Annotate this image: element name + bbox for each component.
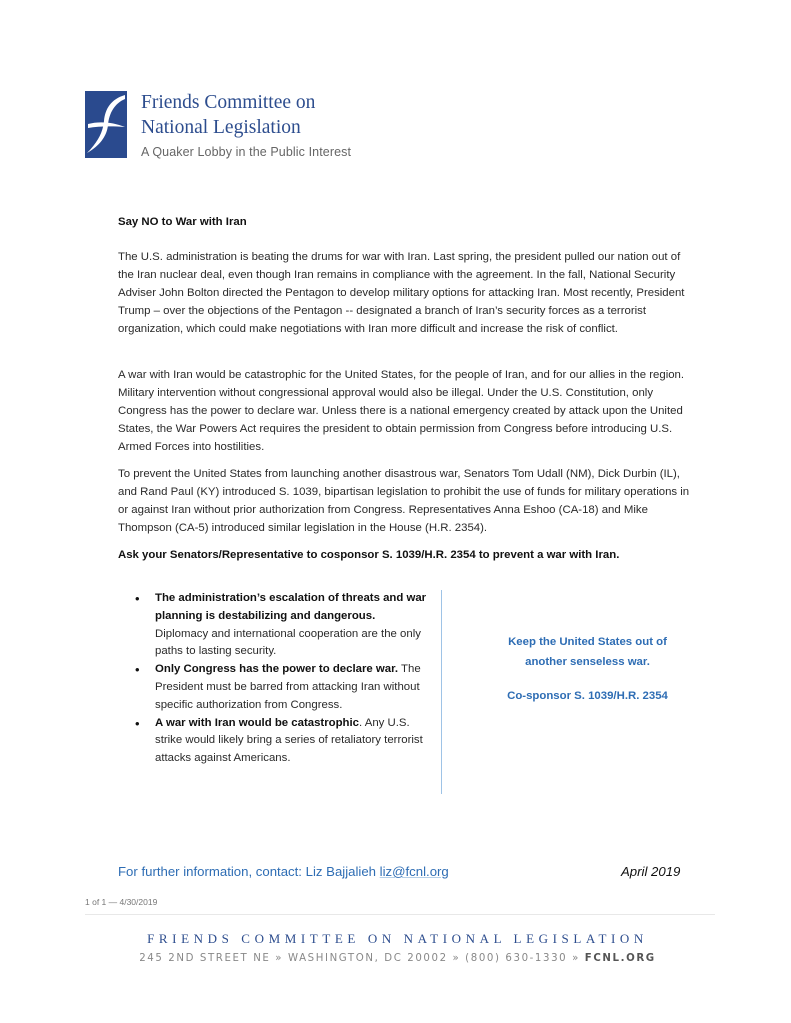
paragraph-1: The U.S. administration is beating the drums for war with Iran. Last spring, the president pulled our nation out of the Iran nuclear deal, even though Iran remains in compliance with the agreement. In the fall, National Security Adviser John Bolton directed the Pentagon to develop military options for attacking Iran. Most recently, President Trump – over the objections of the Pentagon -- designated a branch of Iran’s security forces as a terrorist organization, which could make negotiations with Iran more difficult and increase the risk of conflict. [118,251,685,335]
org-name-line2: National Legislation [141,117,301,138]
footer-address [125,953,670,964]
bullet-text: Diplomacy and international cooperation are the only paths to lasting security. [155,627,421,658]
footer-url: FCNL.ORG [584,953,656,964]
footer-address-text: 245 2ND STREET NE » WASHINGTON, DC 20002 » (800) 630-1330 » [139,953,585,964]
org-name [141,90,315,140]
contact-info [118,864,449,879]
page-info: 1 of 1 — 4/30/2019 [85,897,158,907]
list-item [130,661,430,714]
callout-line2: another senseless war. [525,656,650,668]
list-item [130,590,430,661]
bullet-bold: Only Congress has the power to declare war. [155,663,399,676]
footer-divider [85,914,715,915]
bullet-icon: • [135,715,140,731]
bullet-icon: • [135,662,140,678]
dove-swoosh-icon [85,91,127,158]
column-divider [441,590,442,794]
footer-org-name: FRIENDS COMMITTEE ON NATIONAL LEGISLATION [147,931,648,946]
org-name-line1: Friends Committee on [141,92,316,113]
key-points-list [130,590,430,768]
bullet-bold: The administration’s escalation of threats and war planning is destabilizing and dangerous. [155,592,427,622]
email-link[interactable]: liz@fcnl.org [379,864,449,879]
bullet-bold: A war with Iran would be catastrophic [155,716,360,729]
contact-prefix: For further information, contact: Liz Bajjalieh [118,864,380,879]
bullet-text: The President must be barred from attacking Iran without specific authorization from Congress. [155,663,421,711]
bullet-text: . Any U.S. strike would likely bring a series of retaliatory terrorist attacks against Americans. [155,716,423,765]
document-title: Say NO to War with Iran [118,216,247,228]
document-date: April 2019 [621,864,681,879]
fcnl-logo-mark [85,91,127,158]
bullet-icon: • [135,591,140,606]
org-tagline: A Quaker Lobby in the Public Interest [141,145,352,159]
callout-cosponsor: Co-sponsor S. 1039/H.R. 2354 [507,690,668,702]
callout-line1: Keep the United States out of [508,636,667,648]
list-item [130,715,430,768]
call-to-action: Ask your Senators/Representative to cosponsor S. 1039/H.R. 2354 to prevent a war with Iran. [118,549,620,561]
paragraph-2: A war with Iran would be catastrophic for the United States, for the people of Iran, and for our allies in the region. Military intervention without congressional approval would also be illegal. Under the U.S. Constitution, only Congress has the power to declare war. Unless there is a national emergency created by attack upon the United States, the War Powers Act requires the president to obtain permission from Congress before introducing U.S. Armed Forces into hostilities. [118,369,685,453]
paragraph-3: To prevent the United States from launching another disastrous war, Senators Tom Udall (NM), Dick Durbin (IL), and Rand Paul (KY) introduced S. 1039, bipartisan legislation to prohibit the use of funds for military operations in or against Iran without prior authorization from Congress. Representatives Anna Eshoo (CA-18) and Mike Thompson (CA-5) introduced similar legislation in the House (H.R. 2354). [118,468,690,534]
